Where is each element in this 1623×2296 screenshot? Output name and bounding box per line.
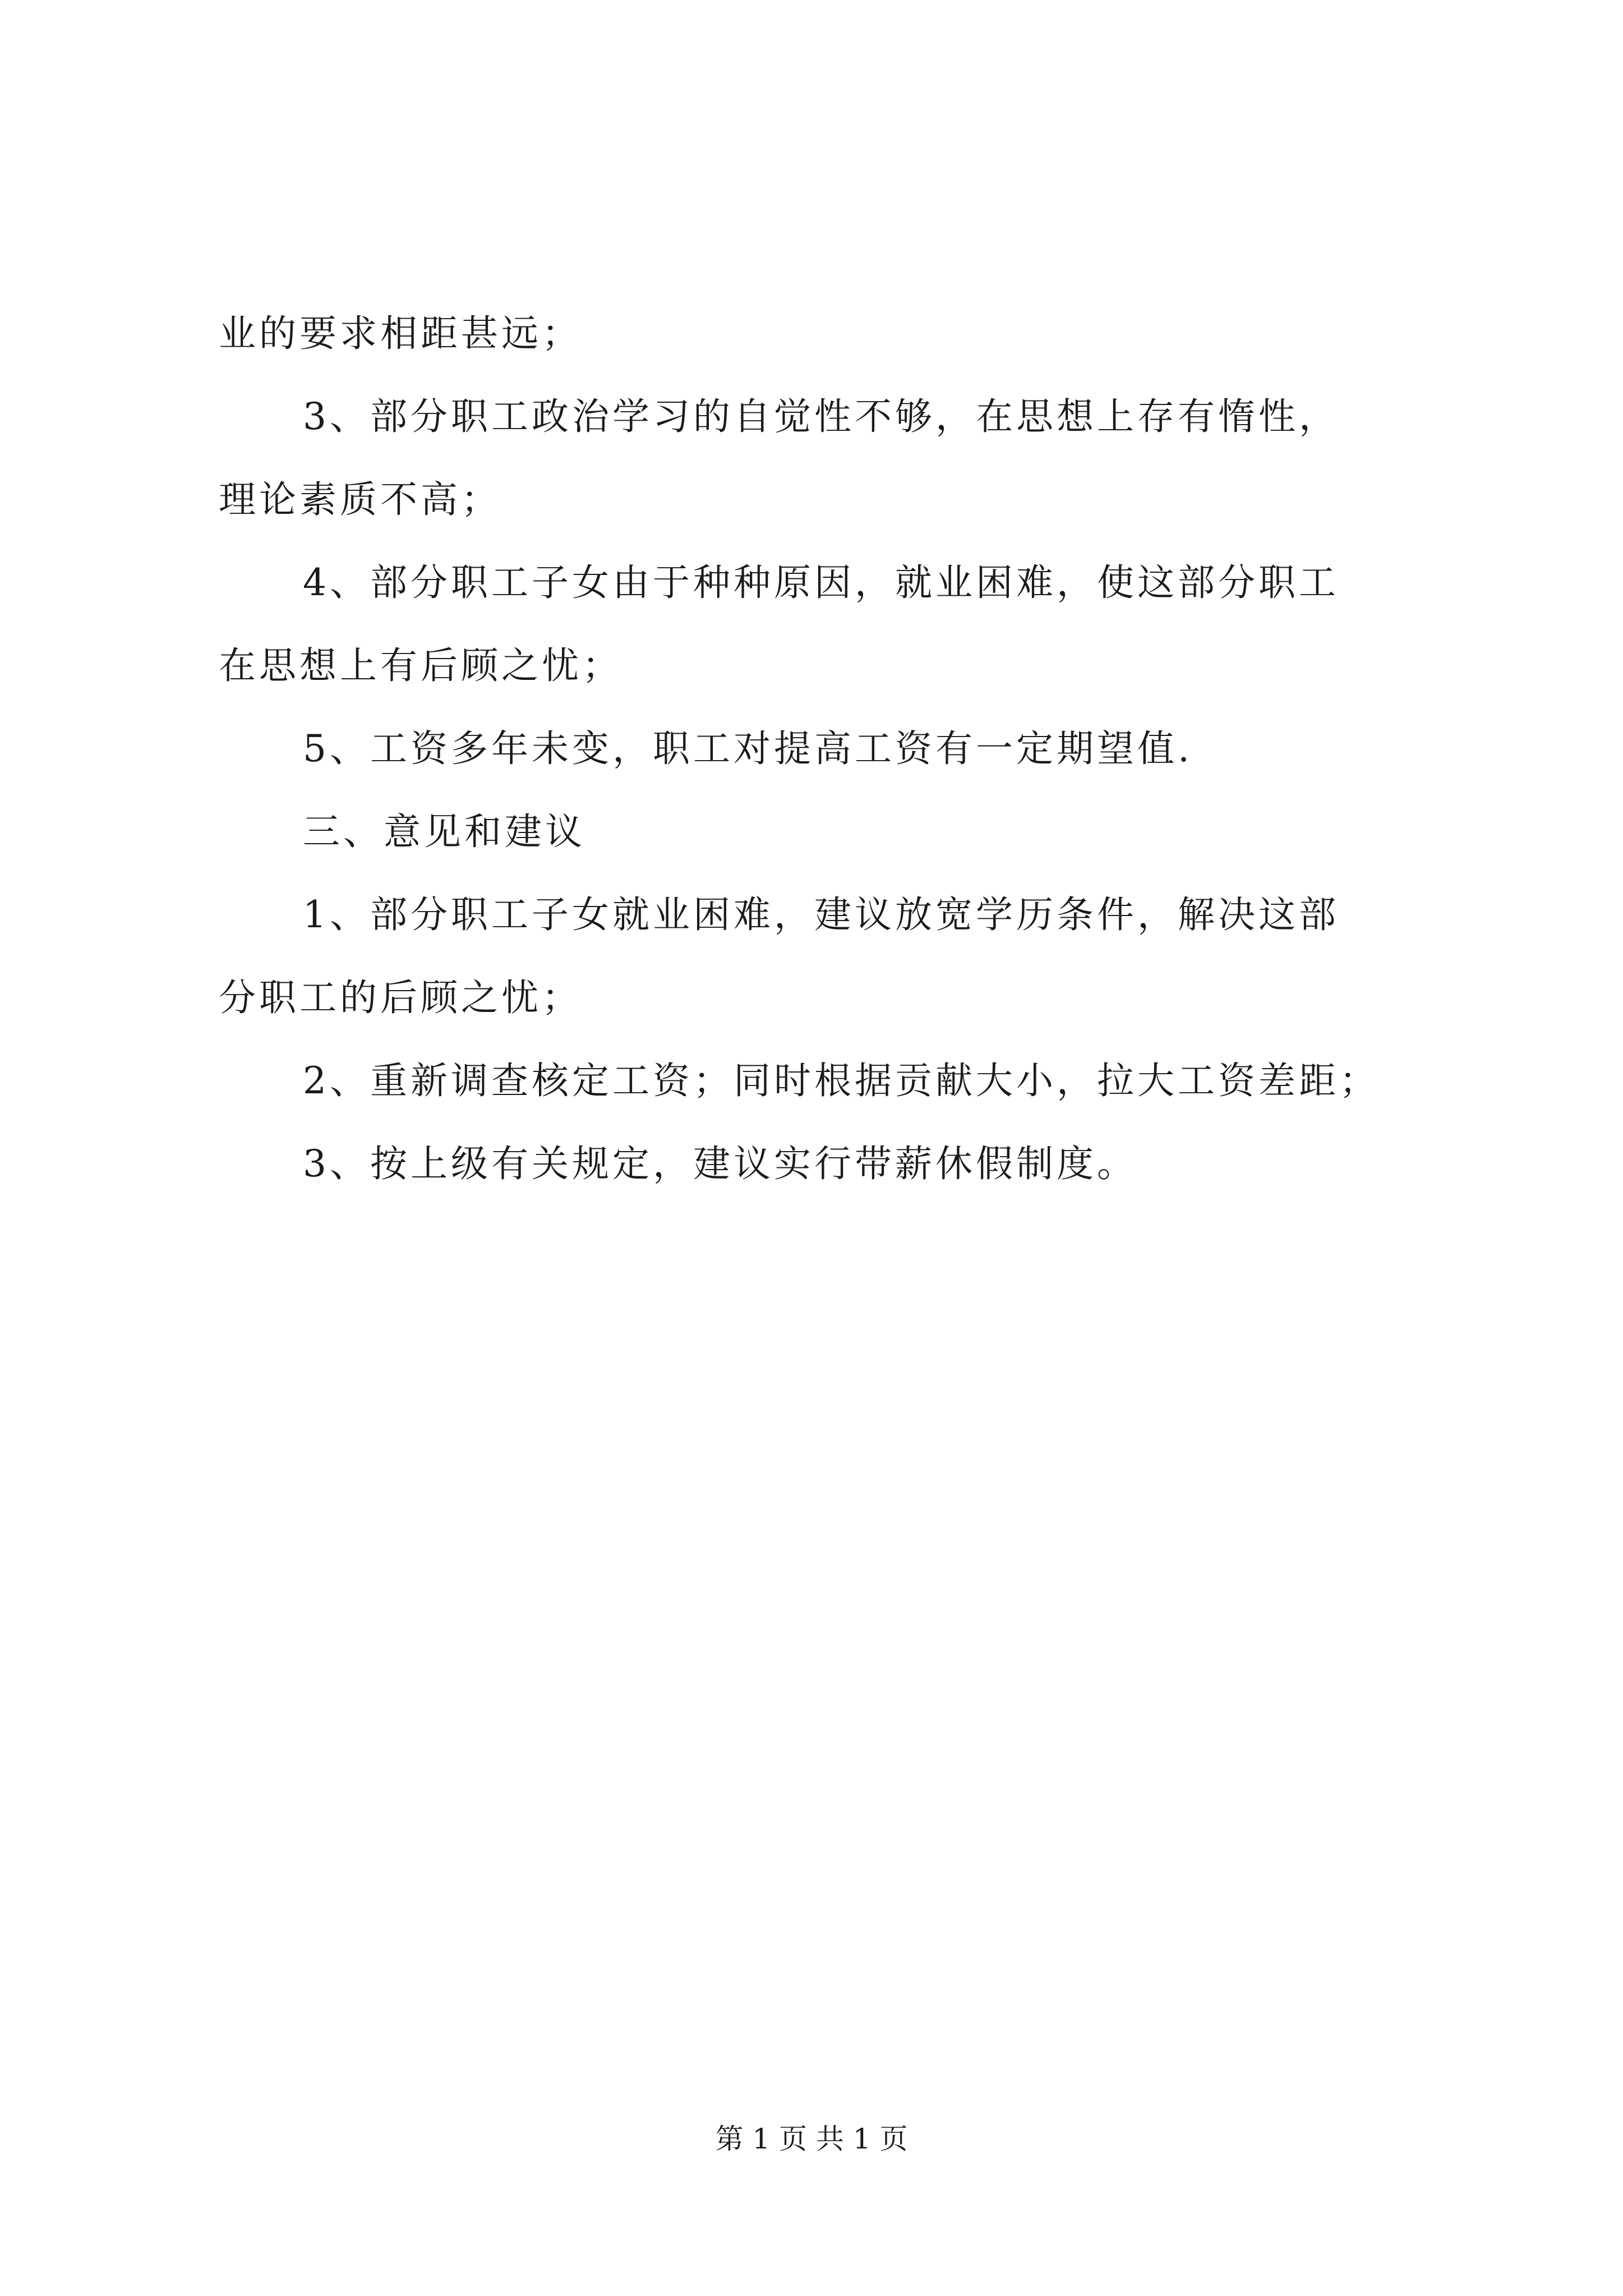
text-line: 3、按上级有关规定，建议实行带薪休假制度。 [303,1142,1137,1185]
text-line: 3、部分职工政治学习的自觉性不够，在思想上存有惰性， [303,395,1339,438]
text-line: 分职工的后顾之忧； [219,976,582,1019]
text-line: 2、重新调查核定工资；同时根据贡献大小，拉大工资差距； [303,1059,1380,1102]
text-line: 5、工资多年未变，职工对提高工资有一定期望值. [303,727,1193,770]
text-line: 理论素质不高； [219,478,501,521]
page-number-footer: 第 1 页 共 1 页 [715,2123,908,2155]
text-line: 4、部分职工子女由于种种原因，就业困难，使这部分职工 [303,561,1339,604]
text-line: 在思想上有后顾之忧； [219,644,623,687]
section-heading: 三、意见和建议 [303,810,585,853]
text-line: 业的要求相距甚远； [219,312,582,355]
text-line: 1、部分职工子女就业困难，建议放宽学历条件，解决这部 [303,893,1339,936]
